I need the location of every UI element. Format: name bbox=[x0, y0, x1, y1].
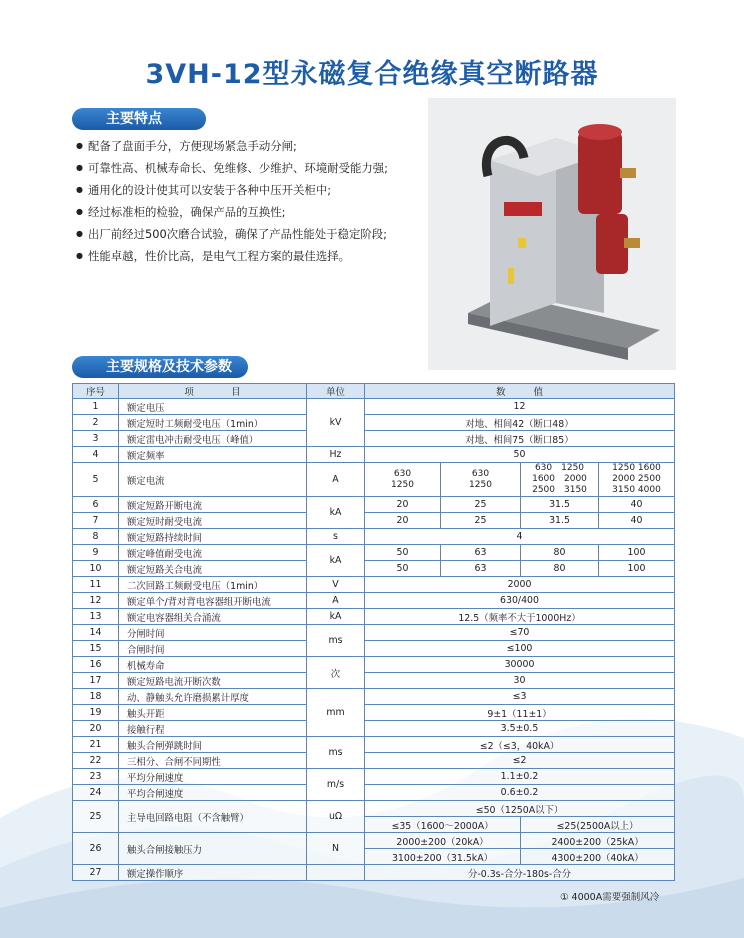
row-item: 触头合闸接触压力 bbox=[119, 833, 307, 865]
row-no: 14 bbox=[73, 625, 119, 641]
row-no: 13 bbox=[73, 609, 119, 625]
row-item: 额定操作顺序 bbox=[119, 865, 307, 881]
feature-item: ● 通用化的设计使其可以安装于各种中压开关柜中; bbox=[76, 179, 416, 201]
row-value-col2: 25 bbox=[441, 497, 521, 513]
row-unit: kA bbox=[307, 545, 365, 577]
row-value-col1: 630 1250 bbox=[365, 463, 441, 497]
feature-list bbox=[76, 135, 416, 267]
row-unit: Hz bbox=[307, 447, 365, 463]
row-no: 12 bbox=[73, 593, 119, 609]
row-unit: V bbox=[307, 577, 365, 593]
table-row bbox=[73, 865, 675, 881]
row-no: 18 bbox=[73, 689, 119, 705]
row-item: 额定峰值耐受电流 bbox=[119, 545, 307, 561]
row-value-right: 4300±200（40kA） bbox=[521, 849, 675, 865]
header-unit: 单位 bbox=[307, 384, 365, 399]
row-no: 17 bbox=[73, 673, 119, 689]
row-unit: ms bbox=[307, 737, 365, 769]
row-item: 动、静触头允许磨损累计厚度 bbox=[119, 689, 307, 705]
row-no: 7 bbox=[73, 513, 119, 529]
row-no: 1 bbox=[73, 399, 119, 415]
row-value-col2: 63 bbox=[441, 545, 521, 561]
row-value-left: ≤35（1600～2000A） bbox=[365, 817, 521, 833]
row-value: 630/400 bbox=[365, 593, 675, 609]
row-value: ≤3 bbox=[365, 689, 675, 705]
table-row bbox=[73, 545, 675, 561]
table-row bbox=[73, 513, 675, 529]
row-value-col4: 40 bbox=[599, 513, 675, 529]
row-value-col2: 63 bbox=[441, 561, 521, 577]
row-item: 主导电回路电阻（不含触臂） bbox=[119, 801, 307, 833]
row-unit: m/s bbox=[307, 769, 365, 801]
footnote: ① 4000A需要强制风冷 bbox=[560, 892, 660, 903]
row-unit bbox=[307, 865, 365, 881]
row-item: 额定短路开断电流 bbox=[119, 497, 307, 513]
row-item: 额定电流 bbox=[119, 463, 307, 497]
table-row bbox=[73, 833, 675, 849]
table-row bbox=[73, 801, 675, 817]
row-value: 30000 bbox=[365, 657, 675, 673]
row-item: 分闸时间 bbox=[119, 625, 307, 641]
table-row bbox=[73, 753, 675, 769]
row-item: 额定电容器组关合涌流 bbox=[119, 609, 307, 625]
table-row bbox=[73, 625, 675, 641]
row-value-col4: 40 bbox=[599, 497, 675, 513]
feature-item: ● 经过标准柜的检验，确保产品的互换性; bbox=[76, 201, 416, 223]
row-item: 额定雷电冲击耐受电压（峰值） bbox=[119, 431, 307, 447]
row-unit: kA bbox=[307, 497, 365, 529]
row-unit: kA bbox=[307, 609, 365, 625]
row-value: ≤2（≤3，40kA） bbox=[365, 737, 675, 753]
row-item: 触头合闸弹跳时间 bbox=[119, 737, 307, 753]
row-unit: A bbox=[307, 593, 365, 609]
row-no: 15 bbox=[73, 641, 119, 657]
row-value-col3: 80 bbox=[521, 545, 599, 561]
row-no: 26 bbox=[73, 833, 119, 865]
table-row bbox=[73, 431, 675, 447]
row-value-col3: 630 1250 1600 2000 2500 3150 bbox=[521, 463, 599, 497]
row-value-col1: 50 bbox=[365, 561, 441, 577]
row-item: 三相分、合闸不同期性 bbox=[119, 753, 307, 769]
table-row bbox=[73, 561, 675, 577]
row-no: 19 bbox=[73, 705, 119, 721]
section-features-title: 主要特点 bbox=[72, 108, 206, 130]
row-item: 二次回路工频耐受电压（1min） bbox=[119, 577, 307, 593]
table-row bbox=[73, 705, 675, 721]
row-item: 额定短路电流开断次数 bbox=[119, 673, 307, 689]
header-no: 序号 bbox=[73, 384, 119, 399]
header-value: 数 值 bbox=[365, 384, 675, 399]
row-item: 额定短路关合电流 bbox=[119, 561, 307, 577]
table-row bbox=[73, 447, 675, 463]
row-item: 平均合闸速度 bbox=[119, 785, 307, 801]
row-value: 30 bbox=[365, 673, 675, 689]
row-unit: mm bbox=[307, 689, 365, 737]
table-header-row bbox=[73, 384, 675, 399]
table-row bbox=[73, 463, 675, 497]
row-value: ≤2 bbox=[365, 753, 675, 769]
row-no: 16 bbox=[73, 657, 119, 673]
row-no: 3 bbox=[73, 431, 119, 447]
table-row bbox=[73, 529, 675, 545]
row-value: 9±1（11±1） bbox=[365, 705, 675, 721]
row-item: 机械寿命 bbox=[119, 657, 307, 673]
feature-item: ● 出厂前经过500次磨合试验，确保了产品性能处于稳定阶段; bbox=[76, 223, 416, 245]
row-value-right: ≤25(2500A以上） bbox=[521, 817, 675, 833]
row-no: 8 bbox=[73, 529, 119, 545]
row-no: 25 bbox=[73, 801, 119, 833]
row-value-right: 2400±200（25kA） bbox=[521, 833, 675, 849]
row-unit: ms bbox=[307, 625, 365, 657]
row-value: 0.6±0.2 bbox=[365, 785, 675, 801]
row-value: 50 bbox=[365, 447, 675, 463]
row-item: 额定短时耐受电流 bbox=[119, 513, 307, 529]
row-item: 触头开距 bbox=[119, 705, 307, 721]
header-item: 项 目 bbox=[119, 384, 307, 399]
row-value-left: 3100±200（31.5kA） bbox=[365, 849, 521, 865]
row-unit: kV bbox=[307, 399, 365, 447]
row-value-col3: 31.5 bbox=[521, 513, 599, 529]
table-row bbox=[73, 785, 675, 801]
table-row bbox=[73, 769, 675, 785]
breaker-product-image bbox=[428, 98, 676, 370]
row-value-col2: 25 bbox=[441, 513, 521, 529]
row-value: 对地、相间42（断口48） bbox=[365, 415, 675, 431]
row-no: 5 bbox=[73, 463, 119, 497]
row-no: 22 bbox=[73, 753, 119, 769]
section-specs-title: 主要规格及技术参数 bbox=[72, 356, 248, 378]
row-unit: 次 bbox=[307, 657, 365, 689]
table-row bbox=[73, 415, 675, 431]
row-no: 11 bbox=[73, 577, 119, 593]
row-value-col1: 20 bbox=[365, 513, 441, 529]
table-row bbox=[73, 497, 675, 513]
row-value: ≤100 bbox=[365, 641, 675, 657]
row-value: ≤70 bbox=[365, 625, 675, 641]
row-value: 2000 bbox=[365, 577, 675, 593]
table-row bbox=[73, 399, 675, 415]
row-item: 合闸时间 bbox=[119, 641, 307, 657]
table-row bbox=[73, 609, 675, 625]
spec-table bbox=[72, 383, 675, 881]
table-row bbox=[73, 673, 675, 689]
row-unit: N bbox=[307, 833, 365, 865]
row-no: 9 bbox=[73, 545, 119, 561]
row-no: 4 bbox=[73, 447, 119, 463]
feature-item: ● 配备了盘面手分，方便现场紧急手动分闸; bbox=[76, 135, 416, 157]
row-value-col4: 100 bbox=[599, 561, 675, 577]
row-unit: s bbox=[307, 529, 365, 545]
row-no: 6 bbox=[73, 497, 119, 513]
row-no: 23 bbox=[73, 769, 119, 785]
row-value: 1.1±0.2 bbox=[365, 769, 675, 785]
row-item: 额定短路持续时间 bbox=[119, 529, 307, 545]
row-value-col1: 20 bbox=[365, 497, 441, 513]
row-value-col4: 100 bbox=[599, 545, 675, 561]
row-no: 21 bbox=[73, 737, 119, 753]
row-value-col2: 630 1250 bbox=[441, 463, 521, 497]
row-value-col4: 1250 1600 2000 2500 3150 4000 bbox=[599, 463, 675, 497]
table-row bbox=[73, 721, 675, 737]
row-item: 额定单个/背对背电容器组开断电流 bbox=[119, 593, 307, 609]
table-row bbox=[73, 577, 675, 593]
row-value: 4 bbox=[365, 529, 675, 545]
row-value-col3: 80 bbox=[521, 561, 599, 577]
row-value: 12 bbox=[365, 399, 675, 415]
table-row bbox=[73, 657, 675, 673]
feature-item: ● 可靠性高、机械寿命长、免维修、少维护、环境耐受能力强; bbox=[76, 157, 416, 179]
row-value-col3: 31.5 bbox=[521, 497, 599, 513]
row-item: 额定电压 bbox=[119, 399, 307, 415]
row-item: 平均分闸速度 bbox=[119, 769, 307, 785]
table-row bbox=[73, 641, 675, 657]
row-value-left: 2000±200（20kA） bbox=[365, 833, 521, 849]
row-value: 3.5±0.5 bbox=[365, 721, 675, 737]
row-value: 12.5（频率不大于1000Hz） bbox=[365, 609, 675, 625]
feature-item: ● 性能卓越，性价比高，是电气工程方案的最佳选择。 bbox=[76, 245, 416, 267]
row-value: 对地、相间75（断口85） bbox=[365, 431, 675, 447]
table-row bbox=[73, 593, 675, 609]
row-item: 接触行程 bbox=[119, 721, 307, 737]
row-value-col1: 50 bbox=[365, 545, 441, 561]
row-no: 24 bbox=[73, 785, 119, 801]
row-item: 额定频率 bbox=[119, 447, 307, 463]
row-no: 27 bbox=[73, 865, 119, 881]
row-item: 额定短时工频耐受电压（1min） bbox=[119, 415, 307, 431]
row-no: 2 bbox=[73, 415, 119, 431]
row-value: 分-0.3s-合分-180s-合分 bbox=[365, 865, 675, 881]
row-no: 10 bbox=[73, 561, 119, 577]
row-no: 20 bbox=[73, 721, 119, 737]
page-title: 3VH-12型永磁复合绝缘真空断路器 bbox=[145, 59, 599, 90]
row-value: ≤50（1250A以下） bbox=[365, 801, 675, 817]
table-row bbox=[73, 737, 675, 753]
table-row bbox=[73, 689, 675, 705]
row-unit: uΩ bbox=[307, 801, 365, 833]
row-unit: A bbox=[307, 463, 365, 497]
